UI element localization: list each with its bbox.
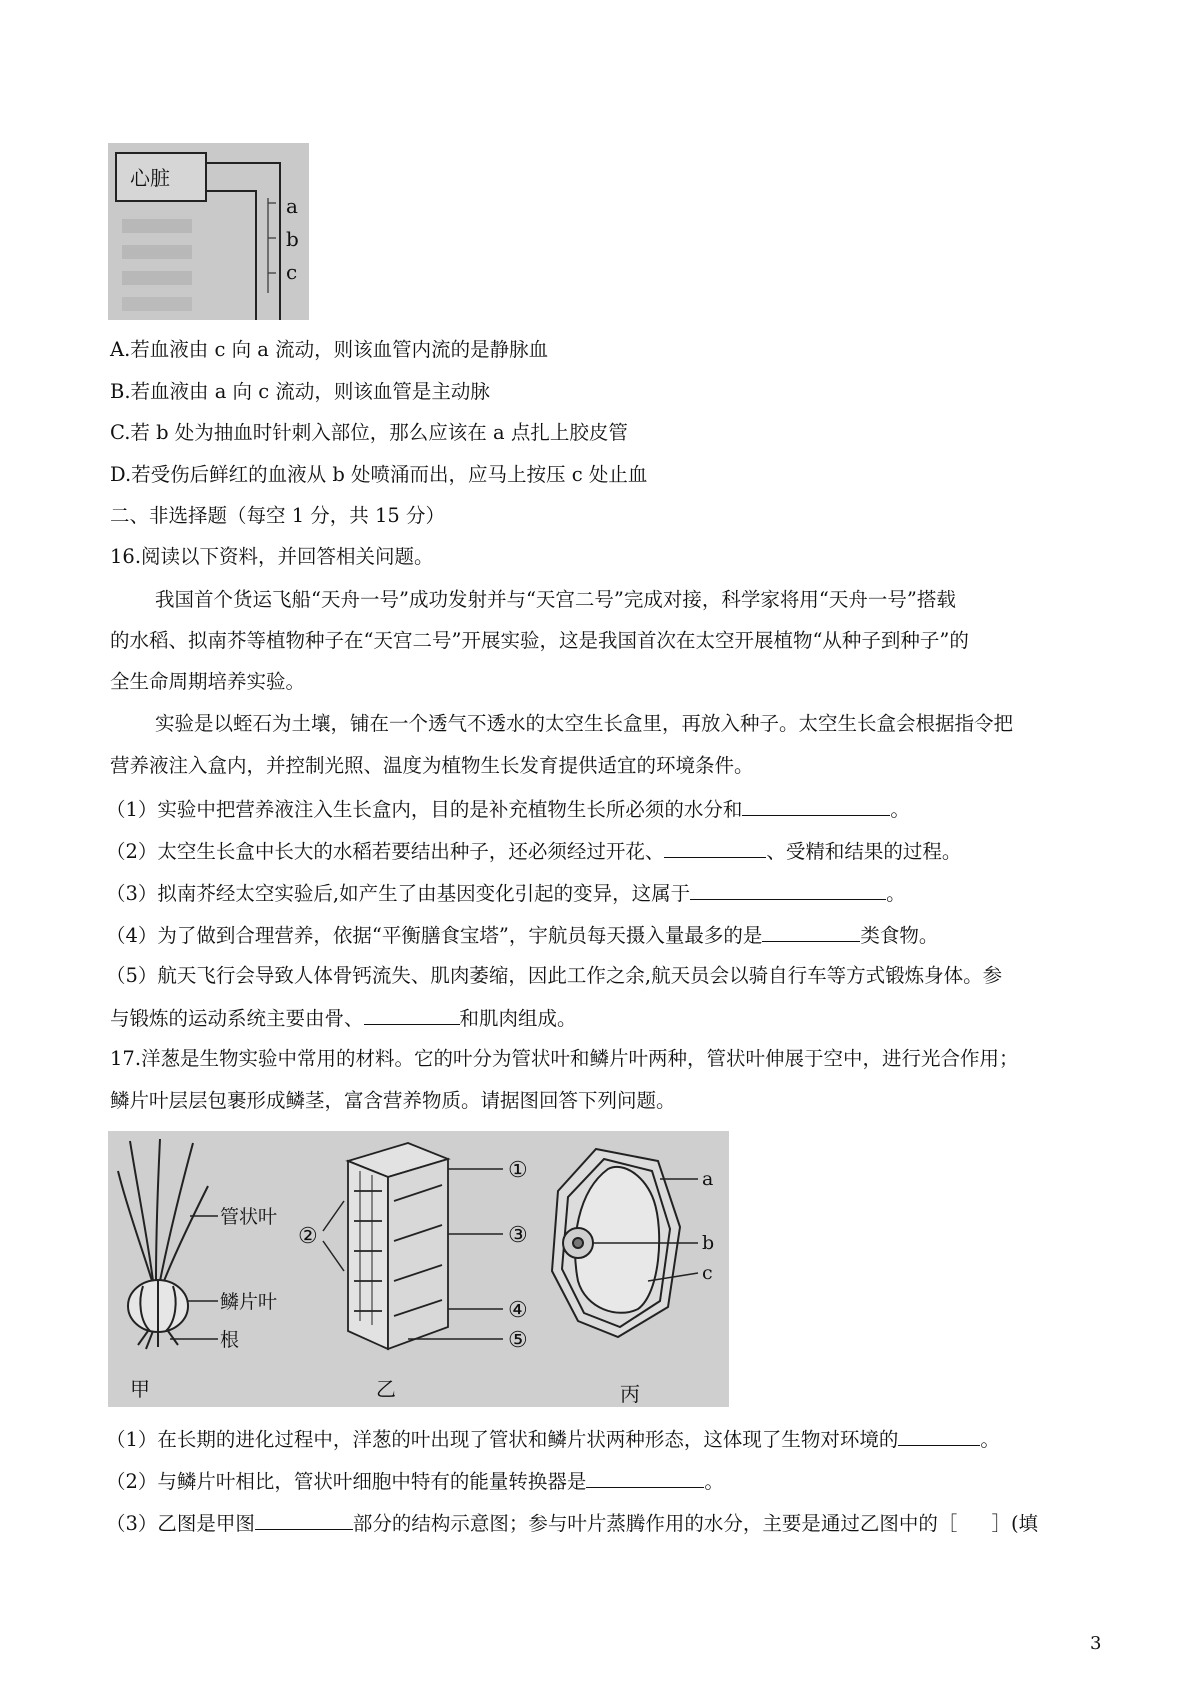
q16-para1-line3: 全生命周期培养实验。 (110, 670, 306, 693)
q17-stem-line1: 17.洋葱是生物实验中常用的材料。它的叶分为管状叶和鳞片叶两种，管状叶伸展于空中，进行光合作用； (110, 1047, 1019, 1070)
q17-sub1 (106, 1425, 1000, 1453)
label-yi-2: ② (298, 1224, 318, 1249)
caption-jia: 甲 (130, 1377, 150, 1401)
q15-option-d: D.若受伤后鲜红的血液从 b 处喷涌而出，应马上按压 c 处止血 (110, 463, 648, 486)
label-root: 根 (220, 1329, 240, 1351)
q16-sub1 (106, 795, 910, 823)
heart-box-label: 心脏 (130, 166, 170, 190)
label-yi-4: ④ (508, 1298, 528, 1323)
label-bing-c: c (702, 1262, 713, 1284)
q16-sub1-blank[interactable] (742, 795, 890, 816)
vessel-label-c: c (286, 260, 298, 284)
q16-sub4-text: （4）为了做到合理营养，依据“平衡膳食宝塔”，宇航员每天摄入量最多的是 (106, 924, 763, 947)
vessel-label-a: a (286, 194, 298, 218)
label-tubular-leaf: 管状叶 (220, 1206, 278, 1228)
q17-sub1-blank[interactable] (898, 1425, 980, 1446)
q17-sub2-end: 。 (704, 1470, 724, 1493)
q17-sub3-end: ］(填 (991, 1512, 1039, 1535)
q16-para2-line2: 营养液注入盒内，并控制光照、温度为植物生长发育提供适宜的环境条件。 (110, 754, 754, 777)
onion-diagram (108, 1131, 729, 1407)
q17-sub1-end: 。 (980, 1428, 1000, 1451)
q16-sub2-end: 、受精和结果的过程。 (766, 840, 962, 863)
q17-sub3-text: （3）乙图是甲图 (106, 1512, 255, 1535)
q16-para1-line2: 的水稻、拟南芥等植物种子在“天宫二号”开展实验，这是我国首次在太空开展植物“从种子到种子”的 (110, 629, 969, 652)
label-scale-leaf: 鳞片叶 (220, 1291, 278, 1313)
q17-sub3-middle: 部分的结构示意图；参与叶片蒸腾作用的水分，主要是通过乙图中的［ (352, 1512, 958, 1535)
q17-sub3 (106, 1509, 1038, 1537)
q15-option-a: A.若血液由 c 向 a 流动，则该血管内流的是静脉血 (110, 338, 549, 361)
heart-vessel-figure (108, 143, 309, 320)
q16-sub3-end: 。 (886, 882, 906, 905)
q15-option-b: B.若血液由 a 向 c 流动，则该血管是主动脉 (110, 380, 490, 403)
q16-sub5-blank[interactable] (364, 1004, 460, 1025)
heart-vessel-diagram (108, 143, 309, 320)
q16-para1-line1: 我国首个货运飞船“天舟一号”成功发射并与“天宫二号”完成对接，科学家将用“天舟一号”搭载 (155, 588, 956, 611)
caption-yi: 乙 (376, 1377, 396, 1401)
section-2-heading: 二、非选择题（每空 1 分，共 15 分） (110, 504, 446, 527)
label-bing-a: a (702, 1168, 714, 1190)
q16-sub5-text: 与锻炼的运动系统主要由骨、 (110, 1007, 364, 1030)
q17-sub1-text: （1）在长期的进化过程中，洋葱的叶出现了管状和鳞片状两种形态，这体现了生物对环境的 (106, 1428, 899, 1451)
label-yi-5: ⑤ (508, 1328, 528, 1353)
q15-option-c: C.若 b 处为抽血时针刺入部位，那么应该在 a 点扎上胶皮管 (110, 421, 628, 444)
q16-stem: 16.阅读以下资料，并回答相关问题。 (110, 545, 434, 568)
q16-sub3-text: （3）拟南芥经太空实验后,如产生了由基因变化引起的变异，这属于 (106, 882, 691, 905)
q16-sub4 (106, 921, 938, 949)
q16-sub5-end: 和肌肉组成。 (459, 1007, 577, 1030)
label-yi-1: ① (508, 1158, 528, 1183)
label-bing-b: b (702, 1232, 715, 1254)
q16-sub2-blank[interactable] (664, 837, 766, 858)
vessel-label-b: b (286, 227, 299, 251)
q17-sub2-blank[interactable] (586, 1467, 704, 1488)
q16-sub4-blank[interactable] (762, 921, 860, 942)
q17-sub2-text: （2）与鳞片叶相比，管状叶细胞中特有的能量转换器是 (106, 1470, 587, 1493)
q16-sub3-blank[interactable] (690, 879, 886, 900)
q16-sub5-line1: （5）航天飞行会导致人体骨钙流失、肌肉萎缩，因此工作之余,航天员会以骑自行车等方式锻炼身体。参 (106, 964, 1003, 987)
q16-sub3 (106, 879, 906, 907)
q16-sub1-text: （1）实验中把营养液注入生长盒内，目的是补充植物生长所必须的水分和 (106, 798, 743, 821)
onion-plant (118, 1139, 208, 1349)
q17-sub2 (106, 1467, 724, 1495)
q16-sub5-line2 (110, 1004, 577, 1032)
leaf-section-block (348, 1143, 448, 1349)
q17-stem-line2: 鳞片叶层层包裹形成鳞茎，富含营养物质。请据图回答下列问题。 (110, 1089, 676, 1112)
q16-para2-line1: 实验是以蛭石为土壤，铺在一个透气不透水的太空生长盒里，再放入种子。太空生长盒会根据指令把 (155, 712, 1014, 735)
q17-sub3-blank-1[interactable] (255, 1509, 353, 1530)
q16-sub4-end: 类食物。 (860, 924, 939, 947)
q16-sub2 (106, 837, 961, 865)
label-yi-3: ③ (508, 1223, 528, 1248)
q16-sub2-text: （2）太空生长盒中长大的水稻若要结出种子，还必须经过开花、 (106, 840, 665, 863)
q16-sub1-end: 。 (890, 798, 910, 821)
page-number: 3 (1090, 1633, 1102, 1654)
onion-figure (108, 1131, 729, 1407)
caption-bing: 丙 (620, 1382, 640, 1406)
